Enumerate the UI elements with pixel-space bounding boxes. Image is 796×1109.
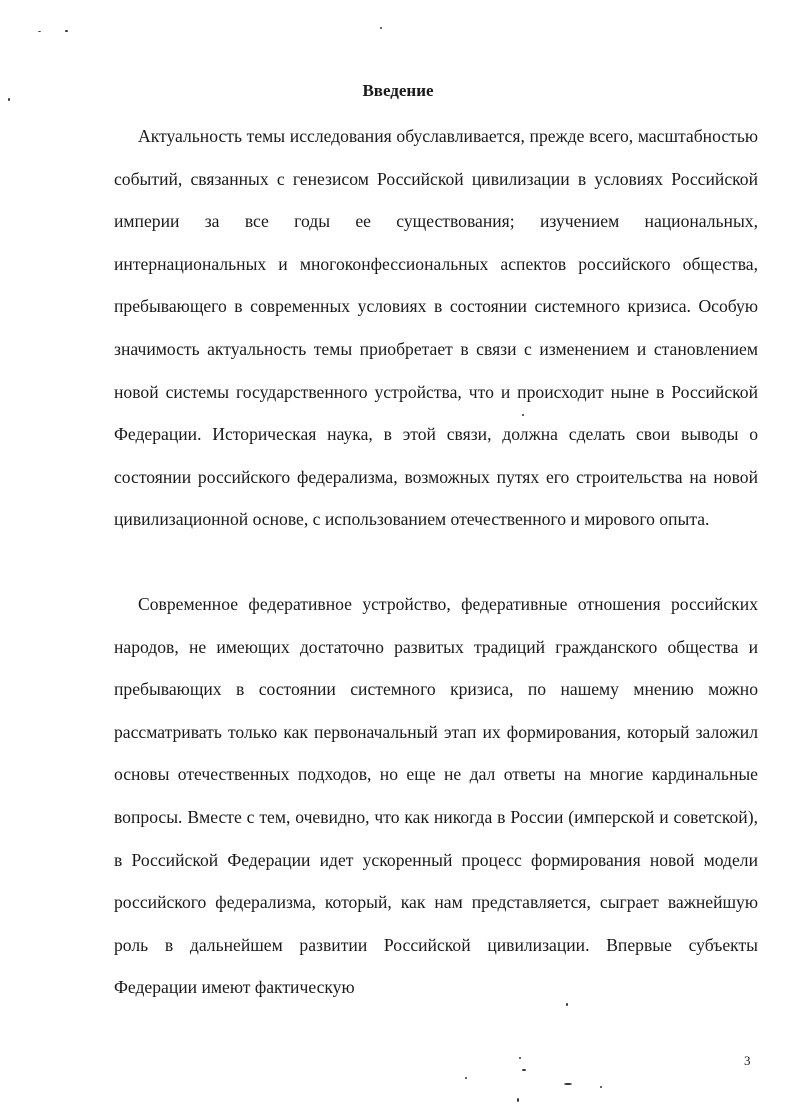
scan-speck bbox=[65, 30, 68, 32]
scan-speck bbox=[517, 1098, 519, 1102]
scan-speck bbox=[380, 27, 382, 29]
scan-speck bbox=[8, 98, 10, 101]
scan-speck bbox=[564, 1083, 572, 1085]
scan-speck bbox=[522, 1069, 526, 1071]
page-number: 3 bbox=[744, 1053, 751, 1068]
scan-speck bbox=[600, 1086, 602, 1088]
scan-speck bbox=[38, 31, 41, 32]
paragraph-relevance: Актуальность темы исследования обуславливается, прежде всего, масштабностью событий, связанных с генезисом Российской цивилизации в условиях Российской империи за все годы ее существования; изучением национальных, интернациональных и многоконфессиональных аспектов российского общества, пребывающего в современных условиях в состоянии системного кризиса. Особую значимость актуальность темы приобретает в связи с изменением и становлением новой системы государственного устройства, что и происходит ныне в Российской Федерации. Историческая наука, в этой связи, должна сделать свои выводы о состоянии российского федерализма, возможных путях его строительства на новой цивилизационной основе, с использованием отечественного и мирового опыта. bbox=[114, 126, 758, 530]
section-title: Введение bbox=[362, 81, 434, 100]
scan-speck bbox=[566, 1003, 568, 1006]
scan-speck bbox=[519, 1057, 521, 1059]
scan-speck bbox=[522, 414, 524, 416]
scan-speck bbox=[465, 1077, 467, 1079]
paragraph-federal-structure: Современное федеративное устройство, федеративные отношения российских народов, не имеющих достаточно развитых традиций гражданского общества и пребывающих в состоянии системного кризиса, по нашему мнению можно рассматривать только как первоначальный этап их формирования, который заложил основы отечественных подходов, но еще не дал ответы на многие кардинальные вопросы. Вместе с тем, очевидно, что как никогда в России (имперской и советской), в Российской Федерации идет ускоренный процесс формирования новой модели российского федерализма, который, как нам представляется, сыграет важнейшую роль в дальнейшем развитии Российской цивилизации. Впервые субъекты Федерации имеют фактическую bbox=[114, 594, 758, 998]
